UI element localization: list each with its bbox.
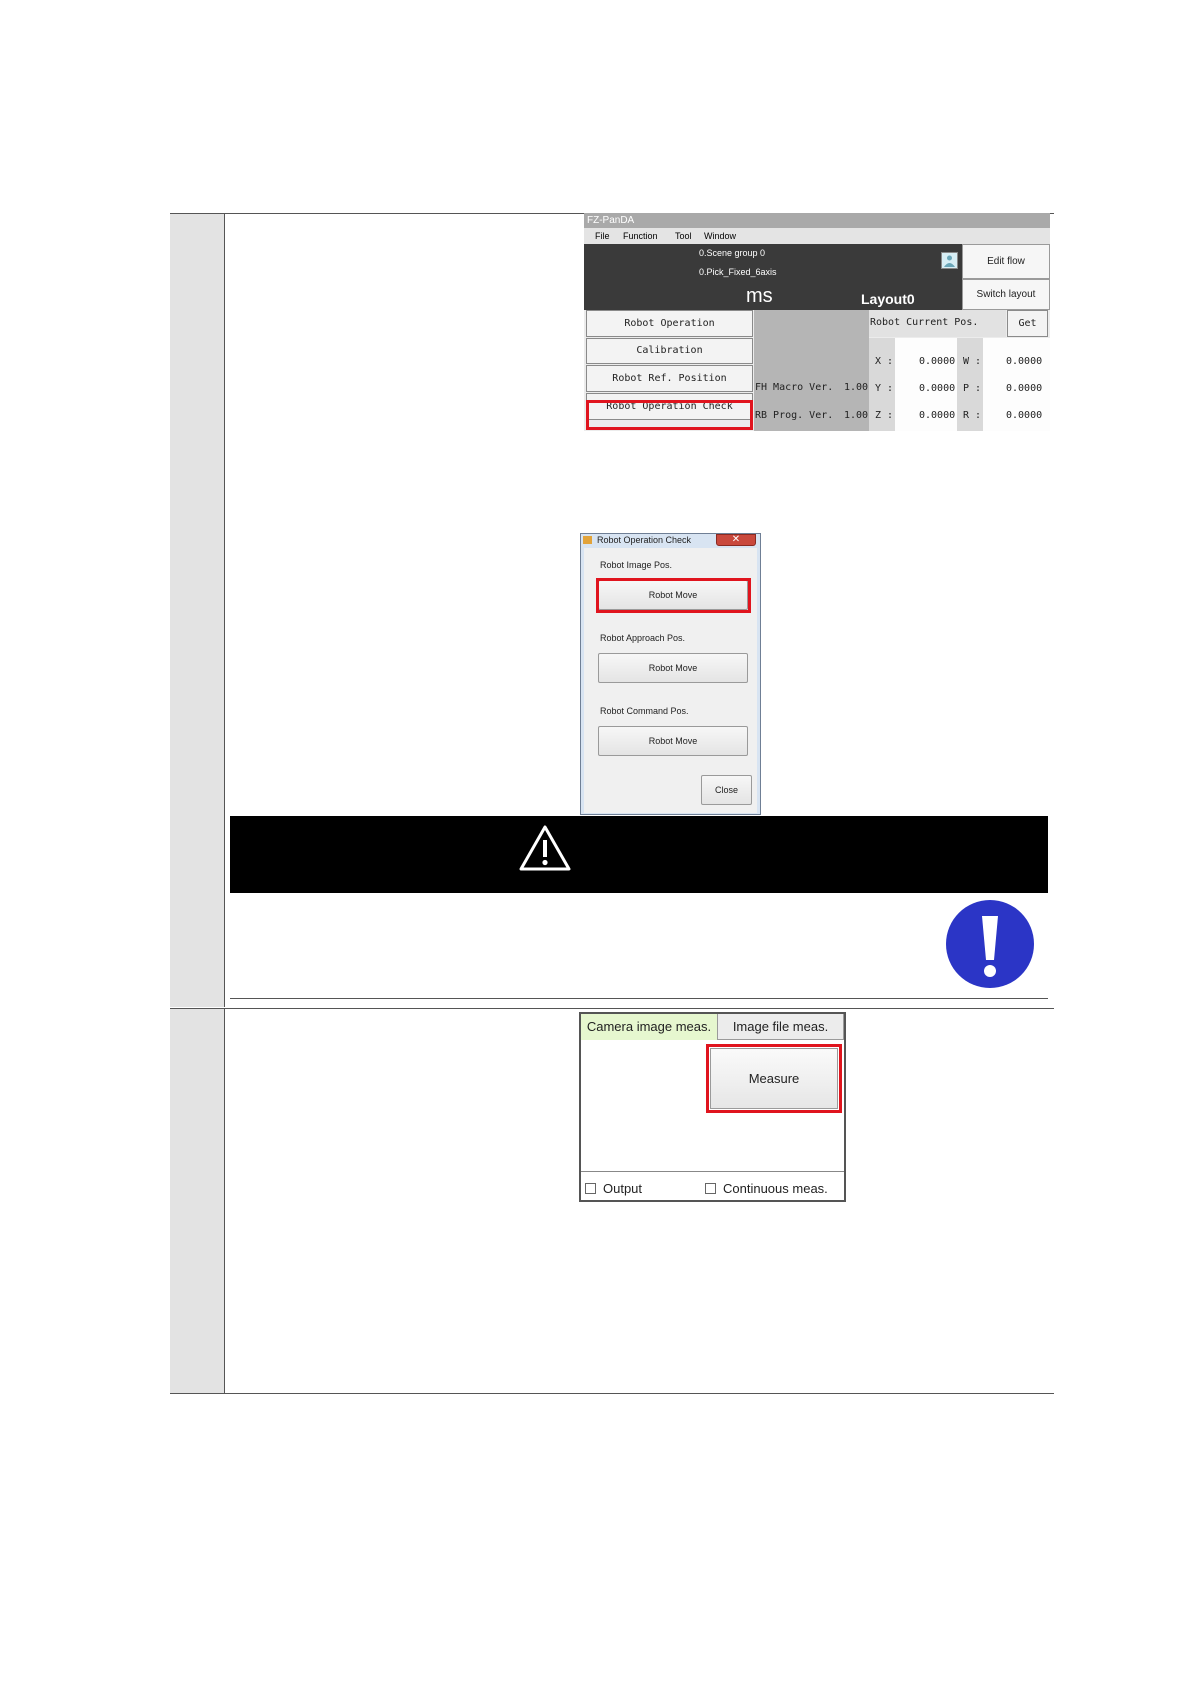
output-label: Output [603,1181,643,1196]
robot-command-pos-label: Robot Command Pos. [600,706,689,716]
axis-r-value: 0.0000 [1006,410,1043,421]
highlight-robot-move-image [596,578,751,613]
app-icon [583,536,592,544]
row2-column-divider [224,1009,225,1393]
warning-triangle-icon [518,824,572,872]
axis-w-label: W : [963,356,982,367]
robot-operation-check-dialog [580,533,761,815]
get-button[interactable]: Get [1007,310,1048,337]
axis-p-value: 0.0000 [1006,383,1043,394]
warning-bar [230,816,1048,893]
measure-button[interactable]: Measure [710,1048,838,1109]
robot-move-command-button[interactable]: Robot Move [598,726,748,756]
tab-image-file-meas[interactable]: Image file meas. [717,1014,844,1040]
menu-file[interactable]: File [595,231,610,241]
fh-macro-value: 1.00 [844,382,869,393]
scene-info-panel [584,244,962,310]
axis-x-value: 0.0000 [919,356,956,367]
window-title: FZ-PanDA [584,213,1050,228]
current-pos-label: Robot Current Pos. [870,317,979,328]
measurement-panel [579,1012,846,1202]
robot-operation-check-button[interactable]: Robot Operation Check [586,393,753,420]
fh-macro-label: FH Macro Ver. [755,382,834,393]
dialog-title: Robot Operation Check [597,535,692,545]
robot-image-pos-label: Robot Image Pos. [600,560,673,570]
row2-bottom-rule [170,1393,1054,1394]
switch-layout-button[interactable]: Switch layout [962,279,1050,310]
axis-w-value: 0.0000 [1006,356,1043,367]
robot-approach-pos-label: Robot Approach Pos. [600,633,686,643]
menu-window[interactable]: Window [704,231,737,241]
ms-label: ms [746,285,773,307]
rb-prog-label: RB Prog. Ver. [755,410,834,421]
menu-bar [584,228,1050,244]
continuous-meas-label: Continuous meas. [723,1181,828,1196]
dialog-title-bar [581,534,760,547]
menu-function[interactable]: Function [623,231,658,241]
highlight-measure-button [706,1044,842,1113]
fz-panda-window [584,213,1050,431]
close-button[interactable]: Close [701,775,752,805]
user-icon[interactable] [941,252,958,269]
robot-move-approach-button[interactable]: Robot Move [598,653,748,683]
axis-p-label: P : [963,383,982,394]
axis-z-value: 0.0000 [919,410,956,421]
panel-separator [581,1171,844,1172]
row1-bottom-rule [230,998,1048,999]
row2-step-column [170,1009,224,1393]
scene-group-label: 0.Scene group 0 [699,248,766,258]
output-checkbox[interactable] [585,1183,596,1194]
calibration-button[interactable]: Calibration [586,338,753,364]
dialog-body [584,548,757,813]
tab-camera-image-meas[interactable]: Camera image meas. [581,1014,717,1040]
axis-z-label: Z : [875,410,894,421]
edit-flow-button[interactable]: Edit flow [962,244,1050,279]
scene-name-label: 0.Pick_Fixed_6axis [699,267,777,277]
axis-r-label: R : [963,410,982,421]
highlight-robot-operation-check [586,400,753,430]
continuous-meas-checkbox[interactable] [705,1183,716,1194]
menu-tool[interactable]: Tool [675,231,692,241]
axis-x-label: X : [875,356,894,367]
robot-operation-button[interactable]: Robot Operation [586,310,753,337]
rb-prog-value: 1.00 [844,410,869,421]
robot-ref-position-button[interactable]: Robot Ref. Position [586,365,753,392]
row1-column-divider [224,214,225,1007]
mandatory-exclamation-icon [946,900,1034,988]
robot-move-image-button[interactable]: Robot Move [598,580,748,610]
row1-step-column [170,214,224,1007]
layout-label: Layout0 [861,291,915,307]
close-icon[interactable]: ✕ [716,534,756,546]
axis-y-value: 0.0000 [919,383,956,394]
row2-top-rule [170,1008,1054,1009]
axis-y-label: Y : [875,383,894,394]
